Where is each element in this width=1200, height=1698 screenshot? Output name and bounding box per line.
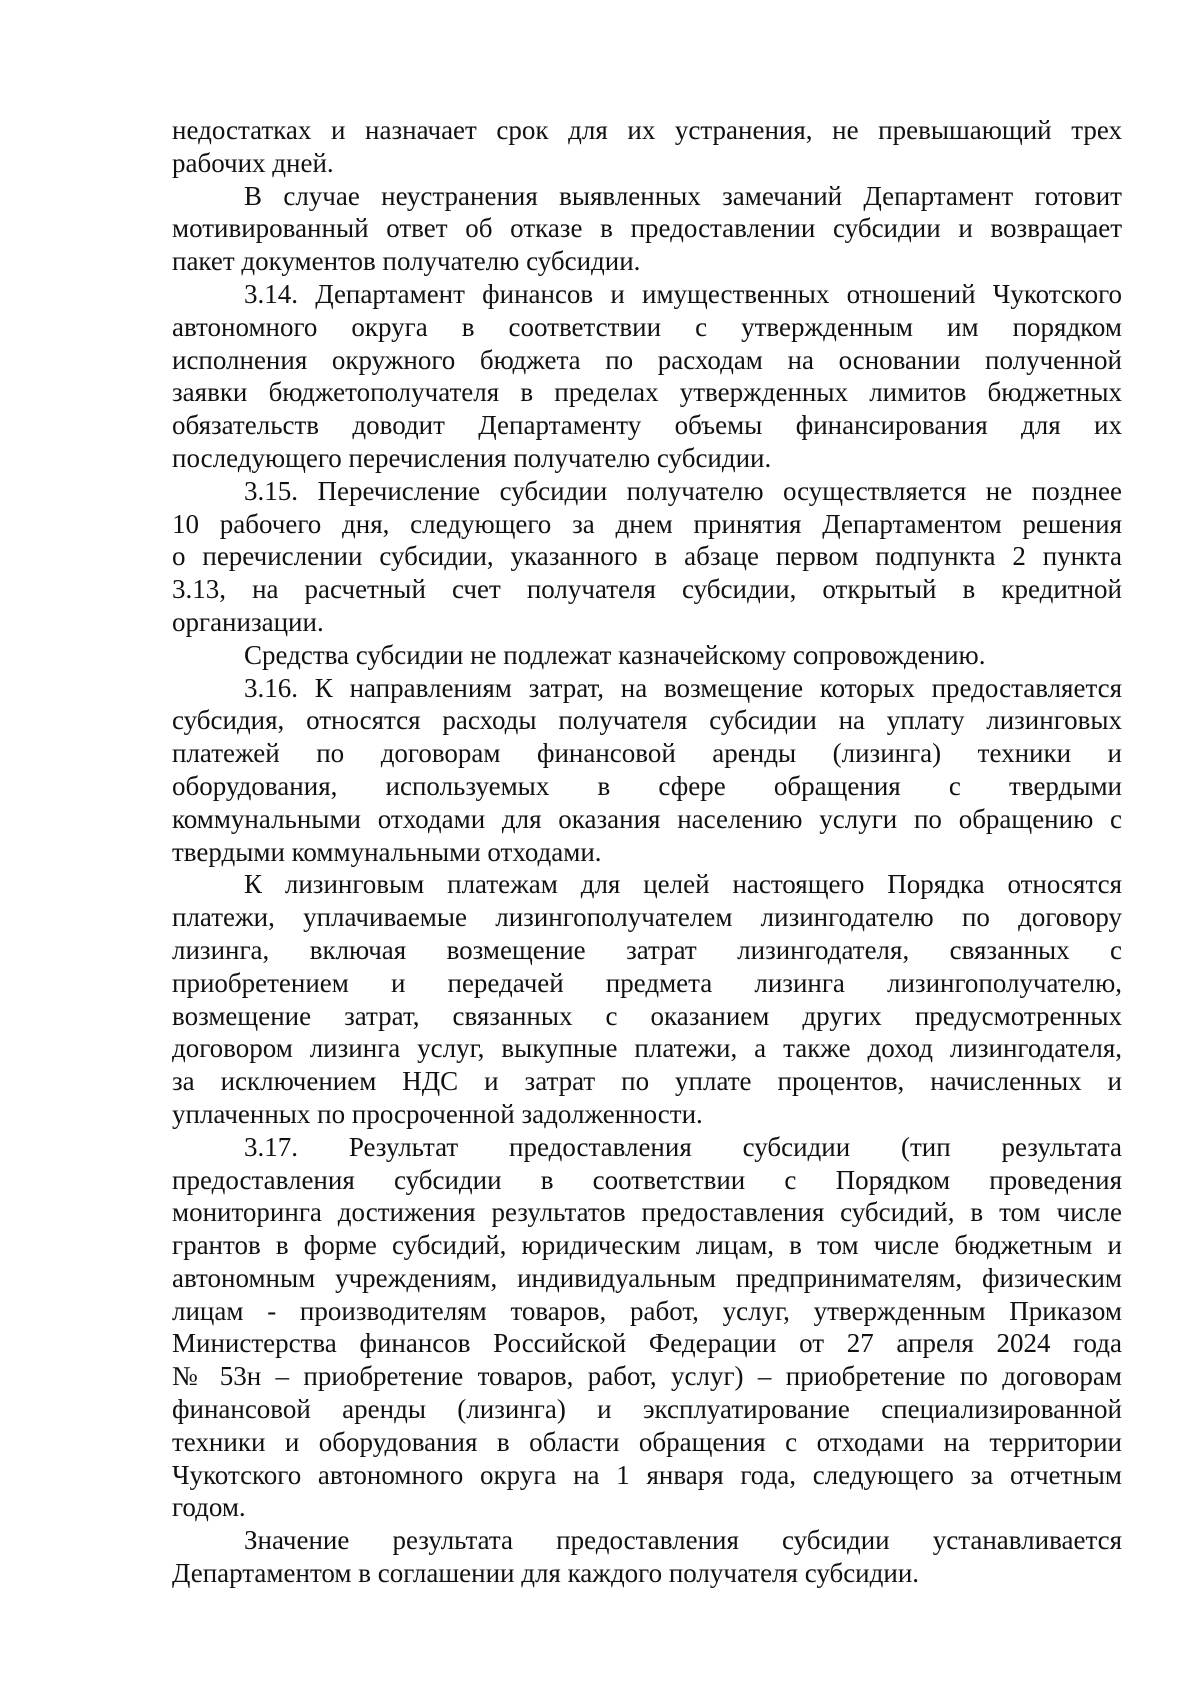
text-line: платежей по договорам финансовой аренды (лизинга) техники и [172, 738, 1122, 769]
text-line: Средства субсидии не подлежат казначейскому сопровождению. [244, 639, 986, 670]
text-line: исполнения окружного бюджета по расходам на основании полученной [172, 344, 1122, 375]
text-line: Министерства финансов Российской Федерации от 27 апреля 2024 года [172, 1328, 1122, 1359]
text-line: автономного округа в соответствии с утвержденным им порядком [172, 311, 1122, 342]
text-line: мониторинга достижения результатов предоставления субсидий, в том числе [172, 1197, 1122, 1228]
text-line: автономным учреждениям, индивидуальным предпринимателям, физическим [172, 1262, 1122, 1293]
text-line: предоставления субсидии в соответствии с Порядком проведения [172, 1164, 1122, 1195]
text-line: Чукотского автономного округа на 1 января года, следующего за отчетным [172, 1459, 1122, 1490]
text-line: 3.15. Перечисление субсидии получателю осуществляется не позднее [244, 475, 1122, 506]
text-line: субсидия, относятся расходы получателя субсидии на уплату лизинговых [172, 705, 1122, 736]
text-line: рабочих дней. [172, 147, 334, 178]
text-line: твердыми коммунальными отходами. [172, 836, 602, 867]
text-line: К лизинговым платежам для целей настоящего Порядка относятся [244, 869, 1122, 900]
text-line: финансовой аренды (лизинга) и эксплуатирование специализированной [172, 1394, 1122, 1425]
text-line: оборудования, используемых в сфере обращения с твердыми [172, 770, 1122, 801]
text-line: 10 рабочего дня, следующего за днем принятия Департаментом решения [172, 508, 1122, 539]
text-line: 3.17. Результат предоставления субсидии (тип результата [244, 1131, 1122, 1162]
text-line: платежи, уплачиваемые лизингополучателем лизингодателю по договору [172, 902, 1122, 933]
text-line: недостатках и назначает срок для их устранения, не превышающий трех [172, 115, 1122, 145]
text-line: техники и оборудования в области обращения с отходами на территории [172, 1426, 1122, 1457]
text-line: о перечислении субсидии, указанного в абзаце первом подпункта 2 пункта [172, 541, 1122, 572]
text-line: возмещение затрат, связанных с оказанием других предусмотренных [172, 1000, 1122, 1031]
text-line: за исключением НДС и затрат по уплате процентов, начисленных и [172, 1066, 1122, 1097]
text-line: 3.13, на расчетный счет получателя субсидии, открытый в кредитной [172, 574, 1122, 605]
text-line: В случае неустранения выявленных замечаний Департамент готовит [244, 180, 1122, 211]
text-line: лизинга, включая возмещение затрат лизингодателя, связанных с [172, 934, 1122, 965]
text-line: 3.16. К направлениям затрат, на возмещение которых предоставляется [244, 672, 1122, 703]
text-line: мотивированный ответ об отказе в предоставлении субсидии и возвращает [172, 213, 1122, 244]
text-line: обязательств доводит Департаменту объемы финансирования для их [172, 410, 1122, 441]
text-line: договором лизинга услуг, выкупные платежи, а также доход лизингодателя, [172, 1033, 1122, 1064]
text-line: заявки бюджетополучателя в пределах утвержденных лимитов бюджетных [172, 377, 1122, 408]
text-line: уплаченных по просроченной задолженности. [172, 1098, 703, 1129]
document-body [172, 114, 1122, 1590]
text-line: организации. [172, 606, 324, 637]
text-line: 3.14. Департамент финансов и имущественных отношений Чукотского [244, 278, 1122, 309]
text-line: лицам - производителям товаров, работ, услуг, утвержденным Приказом [172, 1295, 1122, 1326]
text-line: приобретением и передачей предмета лизинга лизингополучателю, [172, 967, 1122, 998]
text-line: пакет документов получателю субсидии. [172, 246, 641, 277]
text-line: Значение результата предоставления субсидии устанавливается [244, 1525, 1122, 1556]
text-line: коммунальными отходами для оказания населению услуги по обращению с [172, 803, 1122, 834]
text-line: Департаментом в соглашении для каждого получателя субсидии. [172, 1558, 920, 1589]
text-line: № 53н – приобретение товаров, работ, услуг) – приобретение по договорам [172, 1361, 1122, 1392]
text-line: годом. [172, 1492, 246, 1523]
text-line: грантов в форме субсидий, юридическим лицам, в том числе бюджетным и [172, 1230, 1122, 1261]
text-line: последующего перечисления получателю субсидии. [172, 442, 772, 473]
